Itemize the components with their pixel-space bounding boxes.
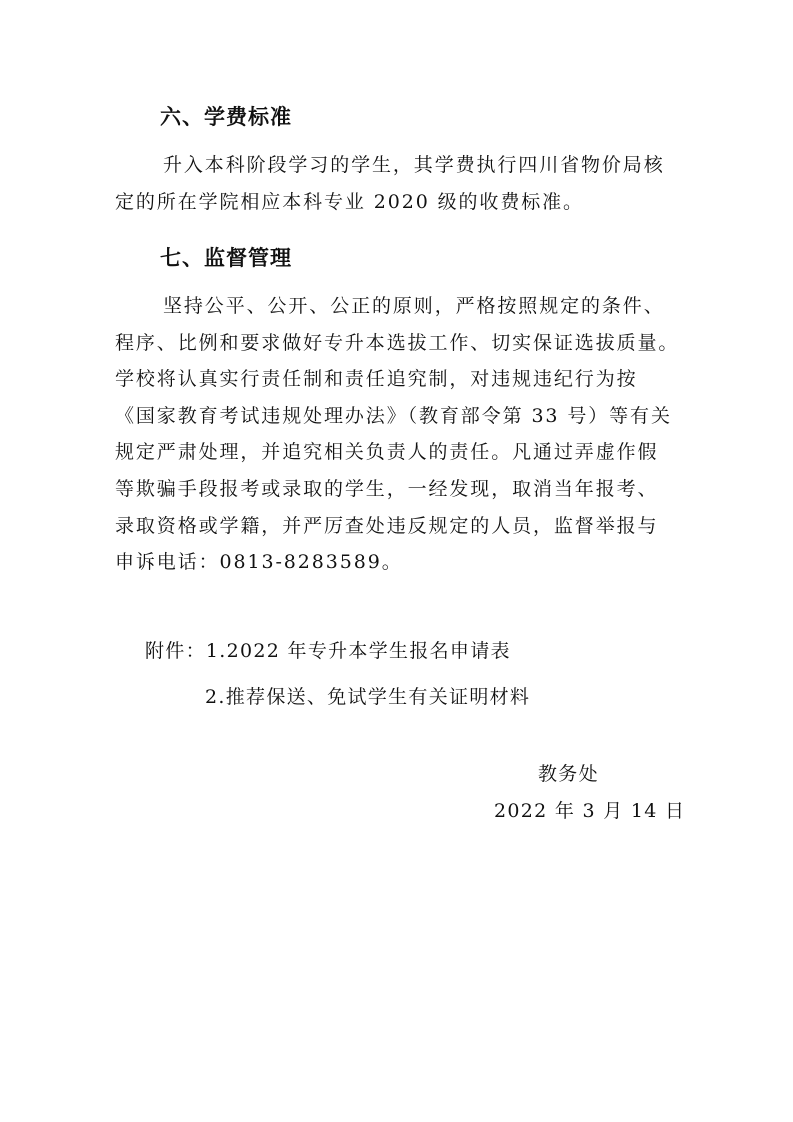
paragraph-line: 规定严肃处理，并追究相关负责人的责任。凡通过弄虚作假 <box>115 441 659 464</box>
paragraph-line: 录取资格或学籍，并严厉查处违反规定的人员，监督举报与 <box>115 514 659 537</box>
issue-date: 2022 年 3 月 14 日 <box>494 800 686 822</box>
section-heading-tuition: 六、学费标准 <box>160 105 292 129</box>
attachment-item-1: 1.2022 年专升本学生报名申请表 <box>205 640 511 662</box>
paragraph-line: 坚持公平、公开、公正的原则，严格按照规定的条件、 <box>163 295 665 317</box>
paragraph-line: 定的所在学院相应本科专业 2020 级的收费标准。 <box>115 190 584 213</box>
attachment-line-2 <box>205 688 530 707</box>
section-heading-supervision: 七、监督管理 <box>160 246 292 270</box>
issuing-office: 教务处 <box>538 763 599 785</box>
paragraph-line: 程序、比例和要求做好专升本选拔工作、切实保证选拔质量。 <box>115 331 680 354</box>
attachment-label: 附件： <box>145 640 206 662</box>
paragraph-line: 《国家教育考试违规处理办法》（教育部令第 33 号）等有关 <box>115 404 672 427</box>
attachment-line-1 <box>145 642 511 661</box>
attachment-item-2: 2.推荐保送、免试学生有关证明材料 <box>205 686 531 708</box>
paragraph-line: 升入本科阶段学习的学生，其学费执行四川省物价局核 <box>163 154 665 176</box>
paragraph-line: 学校将认真实行责任制和责任追究制，对违规违纪行为按 <box>115 368 638 391</box>
section-body-supervision <box>115 288 690 581</box>
section-body-tuition <box>115 147 690 220</box>
paragraph-line: 申诉电话：0813-8283589。 <box>115 551 403 574</box>
paragraph-line: 等欺骗手段报考或录取的学生，一经发现，取消当年报考、 <box>115 477 659 500</box>
